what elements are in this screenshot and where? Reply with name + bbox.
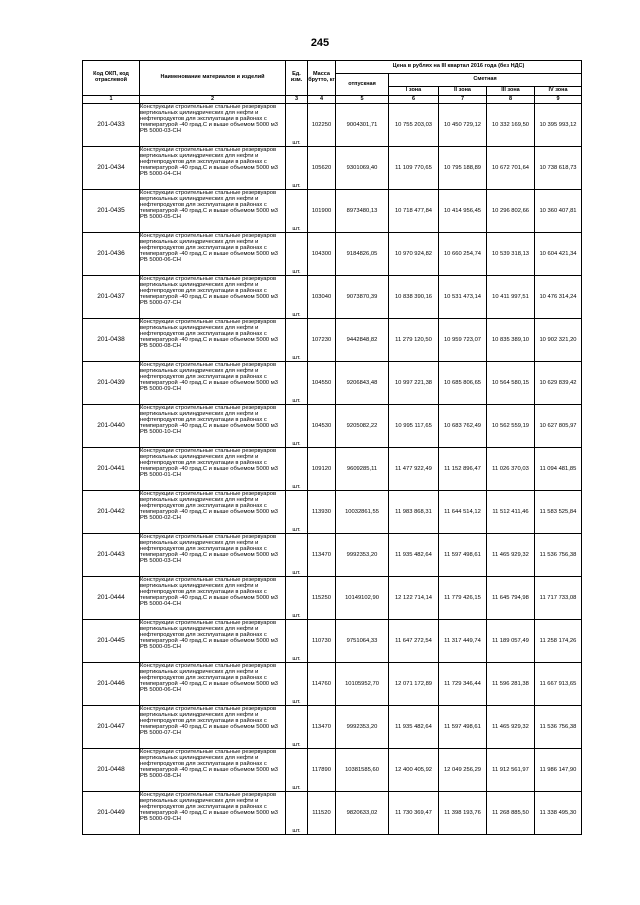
item-mass: 113930 (308, 491, 336, 534)
price-zone-3: 10 562 559,19 (487, 405, 535, 448)
col-number: 7 (439, 96, 487, 104)
price-zone-1: 10 755 203,03 (389, 104, 439, 147)
item-name (140, 792, 286, 835)
col-number: 2 (140, 96, 286, 104)
price-otpusknaya: 9205082,22 (336, 405, 389, 448)
price-zone-2: 10 531 473,14 (439, 276, 487, 319)
price-zone-2: 10 685 806,65 (439, 362, 487, 405)
price-zone-3: 11 465 929,32 (487, 706, 535, 749)
item-mass: 101900 (308, 190, 336, 233)
item-code: 201-0440 (83, 405, 140, 448)
price-zone-1: 11 935 482,64 (389, 534, 439, 577)
price-otpusknaya: 9992353,20 (336, 706, 389, 749)
price-zone-4: 10 902 321,20 (535, 319, 582, 362)
item-unit: шт. (286, 276, 308, 319)
item-name-text: Конструкции строительные стальные резервуаров вертикальных цилиндрических для нефти и нефтепродуктов для эксплуатации в районах с температурой -40 град.С и выше объемом 5000 м3 РВ 5000-06-СН (140, 233, 278, 264)
price-zone-2: 10 795 188,89 (439, 147, 487, 190)
header-smetnaya: Сметная (389, 74, 582, 87)
price-zone-2: 10 450 729,12 (439, 104, 487, 147)
price-zone-2: 10 660 254,74 (439, 233, 487, 276)
price-zone-1: 11 477 922,49 (389, 448, 439, 491)
price-zone-1: 11 279 120,50 (389, 319, 439, 362)
item-code: 201-0444 (83, 577, 140, 620)
price-otpusknaya: 10381585,60 (336, 749, 389, 792)
header-price-group: Цена в рублях на III квартал 2016 года (без НДС) (336, 61, 582, 74)
col-number: 4 (308, 96, 336, 104)
price-zone-2: 11 597 498,61 (439, 706, 487, 749)
item-code: 201-0436 (83, 233, 140, 276)
item-name-text: Конструкции строительные стальные резервуаров вертикальных цилиндрических для нефти и нефтепродуктов для эксплуатации в районах с температурой -40 град.С и выше объемом 5000 м3 РВ 5000-07-СН (140, 706, 278, 737)
item-mass: 115250 (308, 577, 336, 620)
table-row (83, 620, 582, 663)
item-name (140, 405, 286, 448)
price-zone-3: 11 189 057,49 (487, 620, 535, 663)
price-zone-4: 10 604 421,34 (535, 233, 582, 276)
item-mass: 109120 (308, 448, 336, 491)
price-zone-2: 12 049 256,29 (439, 749, 487, 792)
item-unit: шт. (286, 534, 308, 577)
item-unit: шт. (286, 491, 308, 534)
item-unit: шт. (286, 147, 308, 190)
price-otpusknaya: 9442848,82 (336, 319, 389, 362)
price-zone-3: 10 539 318,13 (487, 233, 535, 276)
item-code: 201-0442 (83, 491, 140, 534)
item-name (140, 104, 286, 147)
price-zone-2: 10 683 762,49 (439, 405, 487, 448)
table-row (83, 362, 582, 405)
price-zone-1: 11 647 272,54 (389, 620, 439, 663)
price-zone-4: 11 258 174,26 (535, 620, 582, 663)
price-zone-1: 10 718 477,84 (389, 190, 439, 233)
price-zone-1: 12 122 714,14 (389, 577, 439, 620)
header-zone-2: II зона (439, 87, 487, 96)
table-row (83, 749, 582, 792)
price-zone-1: 10 970 924,82 (389, 233, 439, 276)
item-unit: шт. (286, 362, 308, 405)
price-otpusknaya: 10105952,70 (336, 663, 389, 706)
item-code: 201-0446 (83, 663, 140, 706)
item-name (140, 190, 286, 233)
item-mass: 117890 (308, 749, 336, 792)
item-name (140, 577, 286, 620)
price-zone-4: 11 986 147,90 (535, 749, 582, 792)
price-zone-3: 11 912 561,97 (487, 749, 535, 792)
price-zone-3: 11 465 929,32 (487, 534, 535, 577)
item-unit: шт. (286, 319, 308, 362)
item-mass: 102250 (308, 104, 336, 147)
item-code: 201-0434 (83, 147, 140, 190)
price-zone-3: 10 835 389,10 (487, 319, 535, 362)
col-number: 3 (286, 96, 308, 104)
item-name-text: Конструкции строительные стальные резервуаров вертикальных цилиндрических для нефти и нефтепродуктов для эксплуатации в районах с температурой -40 град.С и выше объемом 5000 м3 РВ 5000-08-СН (140, 319, 278, 350)
price-otpusknaya: 9609285,11 (336, 448, 389, 491)
price-otpusknaya: 9301069,40 (336, 147, 389, 190)
item-name (140, 706, 286, 749)
item-code: 201-0448 (83, 749, 140, 792)
item-name (140, 362, 286, 405)
item-code: 201-0437 (83, 276, 140, 319)
table-row (83, 792, 582, 835)
table-body (83, 104, 582, 835)
price-zone-2: 11 597 498,61 (439, 534, 487, 577)
price-zone-1: 10 995 117,65 (389, 405, 439, 448)
item-code: 201-0449 (83, 792, 140, 835)
col-number: 5 (336, 96, 389, 104)
price-zone-2: 11 779 426,15 (439, 577, 487, 620)
item-mass: 103040 (308, 276, 336, 319)
price-zone-2: 10 414 956,45 (439, 190, 487, 233)
item-unit: шт. (286, 663, 308, 706)
item-code: 201-0435 (83, 190, 140, 233)
price-zone-4: 11 338 495,30 (535, 792, 582, 835)
price-zone-2: 11 152 896,47 (439, 448, 487, 491)
item-unit: шт. (286, 104, 308, 147)
item-name (140, 491, 286, 534)
price-zone-3: 11 268 885,50 (487, 792, 535, 835)
price-zone-4: 11 536 756,38 (535, 534, 582, 577)
item-name (140, 534, 286, 577)
item-code: 201-0433 (83, 104, 140, 147)
item-name-text: Конструкции строительные стальные резервуаров вертикальных цилиндрических для нефти и нефтепродуктов для эксплуатации в районах с температурой -40 град.С и выше объемом 5000 м3 РВ 5000-08-СН (140, 749, 278, 780)
price-otpusknaya: 9073870,39 (336, 276, 389, 319)
column-numbers-row (83, 96, 582, 104)
price-zone-1: 10 838 390,16 (389, 276, 439, 319)
table-row (83, 405, 582, 448)
item-unit: шт. (286, 577, 308, 620)
item-code: 201-0438 (83, 319, 140, 362)
price-zone-1: 11 109 770,65 (389, 147, 439, 190)
item-name (140, 233, 286, 276)
item-mass: 107230 (308, 319, 336, 362)
item-name-text: Конструкции строительные стальные резервуаров вертикальных цилиндрических для нефти и нефтепродуктов для эксплуатации в районах с температурой -40 град.С и выше объемом 5000 м3 РВ 5000-07-СН (140, 276, 278, 307)
item-mass: 104300 (308, 233, 336, 276)
price-zone-4: 11 536 756,38 (535, 706, 582, 749)
table-row (83, 319, 582, 362)
item-name-text: Конструкции строительные стальные резервуаров вертикальных цилиндрических для нефти и нефтепродуктов для эксплуатации в районах с температурой -40 град.С и выше объемом 5000 м3 РВ 5000-03-СН (140, 534, 278, 565)
item-name-text: Конструкции строительные стальные резервуаров вертикальных цилиндрических для нефти и нефтепродуктов для эксплуатации в районах с температурой -40 град.С и выше объемом 5000 м3 РВ 5000-04-СН (140, 147, 278, 178)
price-zone-3: 11 026 370,03 (487, 448, 535, 491)
table-row (83, 706, 582, 749)
item-code: 201-0439 (83, 362, 140, 405)
item-name-text: Конструкции строительные стальные резервуаров вертикальных цилиндрических для нефти и нефтепродуктов для эксплуатации в районах с температурой -40 град.С и выше объемом 5000 м3 РВ 5000-06-СН (140, 663, 278, 694)
price-zone-1: 12 071 172,89 (389, 663, 439, 706)
price-zone-1: 11 983 868,31 (389, 491, 439, 534)
item-name-text: Конструкции строительные стальные резервуаров вертикальных цилиндрических для нефти и нефтепродуктов для эксплуатации в районах с температурой -40 град.С и выше объемом 5000 м3 РВ 5000-03-СН (140, 104, 278, 135)
price-zone-4: 11 717 733,08 (535, 577, 582, 620)
item-name-text: Конструкции строительные стальные резервуаров вертикальных цилиндрических для нефти и нефтепродуктов для эксплуатации в районах с температурой -40 град.С и выше объемом 5000 м3 РВ 5000-09-СН (140, 362, 278, 393)
price-zone-4: 11 583 525,84 (535, 491, 582, 534)
item-unit: шт. (286, 792, 308, 835)
price-zone-3: 11 512 411,46 (487, 491, 535, 534)
item-code: 201-0441 (83, 448, 140, 491)
item-name-text: Конструкции строительные стальные резервуаров вертикальных цилиндрических для нефти и нефтепродуктов для эксплуатации в районах с температурой -40 град.С и выше объемом 5000 м3 РВ 5000-05-СН (140, 190, 278, 221)
item-unit: шт. (286, 706, 308, 749)
price-zone-3: 10 564 580,15 (487, 362, 535, 405)
item-unit: шт. (286, 405, 308, 448)
price-zone-2: 10 959 723,07 (439, 319, 487, 362)
price-zone-4: 10 476 314,24 (535, 276, 582, 319)
table-row (83, 491, 582, 534)
price-zone-2: 11 644 514,12 (439, 491, 487, 534)
price-zone-3: 10 672 701,64 (487, 147, 535, 190)
item-code: 201-0447 (83, 706, 140, 749)
price-zone-1: 12 400 405,92 (389, 749, 439, 792)
table-row (83, 190, 582, 233)
page-number: 245 (310, 37, 330, 49)
header-mass: Масса брутто, кг (308, 61, 336, 96)
item-name (140, 749, 286, 792)
price-zone-4: 11 667 913,65 (535, 663, 582, 706)
item-mass: 104530 (308, 405, 336, 448)
item-code: 201-0445 (83, 620, 140, 663)
item-mass: 110730 (308, 620, 336, 663)
price-zone-3: 10 296 802,66 (487, 190, 535, 233)
price-zone-1: 10 997 221,38 (389, 362, 439, 405)
item-code: 201-0443 (83, 534, 140, 577)
col-number: 9 (535, 96, 582, 104)
price-otpusknaya: 9992353,20 (336, 534, 389, 577)
table-row (83, 147, 582, 190)
table-row (83, 233, 582, 276)
price-zone-3: 10 332 169,50 (487, 104, 535, 147)
item-unit: шт. (286, 233, 308, 276)
price-zone-3: 10 411 997,51 (487, 276, 535, 319)
item-unit: шт. (286, 749, 308, 792)
price-otpusknaya: 8973480,13 (336, 190, 389, 233)
table-row (83, 276, 582, 319)
col-number: 6 (389, 96, 439, 104)
header-name: Наименование материалов и изделий (140, 61, 286, 96)
price-zone-2: 11 729 346,44 (439, 663, 487, 706)
item-name-text: Конструкции строительные стальные резервуаров вертикальных цилиндрических для нефти и нефтепродуктов для эксплуатации в районах с температурой -40 град.С и выше объемом 5000 м3 РВ 5000-05-СН (140, 620, 278, 651)
item-mass: 113470 (308, 534, 336, 577)
header-unit: Ед. изм. (286, 61, 308, 96)
item-name (140, 663, 286, 706)
price-zone-4: 10 395 993,12 (535, 104, 582, 147)
price-otpusknaya: 10032861,55 (336, 491, 389, 534)
table-row (83, 448, 582, 491)
price-zone-2: 11 398 193,76 (439, 792, 487, 835)
price-otpusknaya: 10149102,90 (336, 577, 389, 620)
table-row (83, 577, 582, 620)
price-zone-4: 10 627 805,97 (535, 405, 582, 448)
col-number: 1 (83, 96, 140, 104)
item-unit: шт. (286, 448, 308, 491)
price-zone-1: 11 935 482,64 (389, 706, 439, 749)
item-mass: 111520 (308, 792, 336, 835)
item-mass: 105620 (308, 147, 336, 190)
header-zone-3: III зона (487, 87, 535, 96)
header-otpusknaya: отпускная (336, 74, 389, 96)
price-otpusknaya: 9751064,33 (336, 620, 389, 663)
item-mass: 114760 (308, 663, 336, 706)
item-mass: 104550 (308, 362, 336, 405)
item-name-text: Конструкции строительные стальные резервуаров вертикальных цилиндрических для нефти и нефтепродуктов для эксплуатации в районах с температурой -40 град.С и выше объемом 5000 м3 РВ 5000-10-СН (140, 405, 278, 436)
price-table (82, 60, 582, 835)
price-zone-4: 11 094 481,85 (535, 448, 582, 491)
item-name-text: Конструкции строительные стальные резервуаров вертикальных цилиндрических для нефти и нефтепродуктов для эксплуатации в районах с температурой -40 град.С и выше объемом 5000 м3 РВ 5000-09-СН (140, 792, 278, 823)
price-zone-1: 11 730 369,47 (389, 792, 439, 835)
price-otpusknaya: 9206843,48 (336, 362, 389, 405)
price-otpusknaya: 9820633,02 (336, 792, 389, 835)
item-mass: 113470 (308, 706, 336, 749)
item-name (140, 620, 286, 663)
header-zone-1: I зона (389, 87, 439, 96)
item-unit: шт. (286, 190, 308, 233)
item-name (140, 276, 286, 319)
table-row (83, 534, 582, 577)
item-name-text: Конструкции строительные стальные резервуаров вертикальных цилиндрических для нефти и нефтепродуктов для эксплуатации в районах с температурой -40 град.С и выше объемом 5000 м3 РВ 5000-02-СН (140, 491, 278, 522)
col-number: 8 (487, 96, 535, 104)
item-name (140, 147, 286, 190)
header-code: Код ОКП, код отраслевой (83, 61, 140, 96)
price-zone-4: 10 738 618,73 (535, 147, 582, 190)
header-zone-4: IV зона (535, 87, 582, 96)
item-name-text: Конструкции строительные стальные резервуаров вертикальных цилиндрических для нефти и нефтепродуктов для эксплуатации в районах с температурой -40 град.С и выше объемом 5000 м3 РВ 5000-01-СН (140, 448, 278, 479)
table-row (83, 104, 582, 147)
price-zone-4: 10 360 407,81 (535, 190, 582, 233)
price-zone-4: 10 629 839,42 (535, 362, 582, 405)
item-name (140, 319, 286, 362)
price-zone-3: 11 596 281,38 (487, 663, 535, 706)
item-name (140, 448, 286, 491)
price-otpusknaya: 9004301,71 (336, 104, 389, 147)
price-zone-3: 11 645 794,98 (487, 577, 535, 620)
item-unit: шт. (286, 620, 308, 663)
item-name-text: Конструкции строительные стальные резервуаров вертикальных цилиндрических для нефти и нефтепродуктов для эксплуатации в районах с температурой -40 град.С и выше объемом 5000 м3 РВ 5000-04-СН (140, 577, 278, 608)
price-otpusknaya: 9184826,05 (336, 233, 389, 276)
price-zone-2: 11 317 449,74 (439, 620, 487, 663)
table-row (83, 663, 582, 706)
